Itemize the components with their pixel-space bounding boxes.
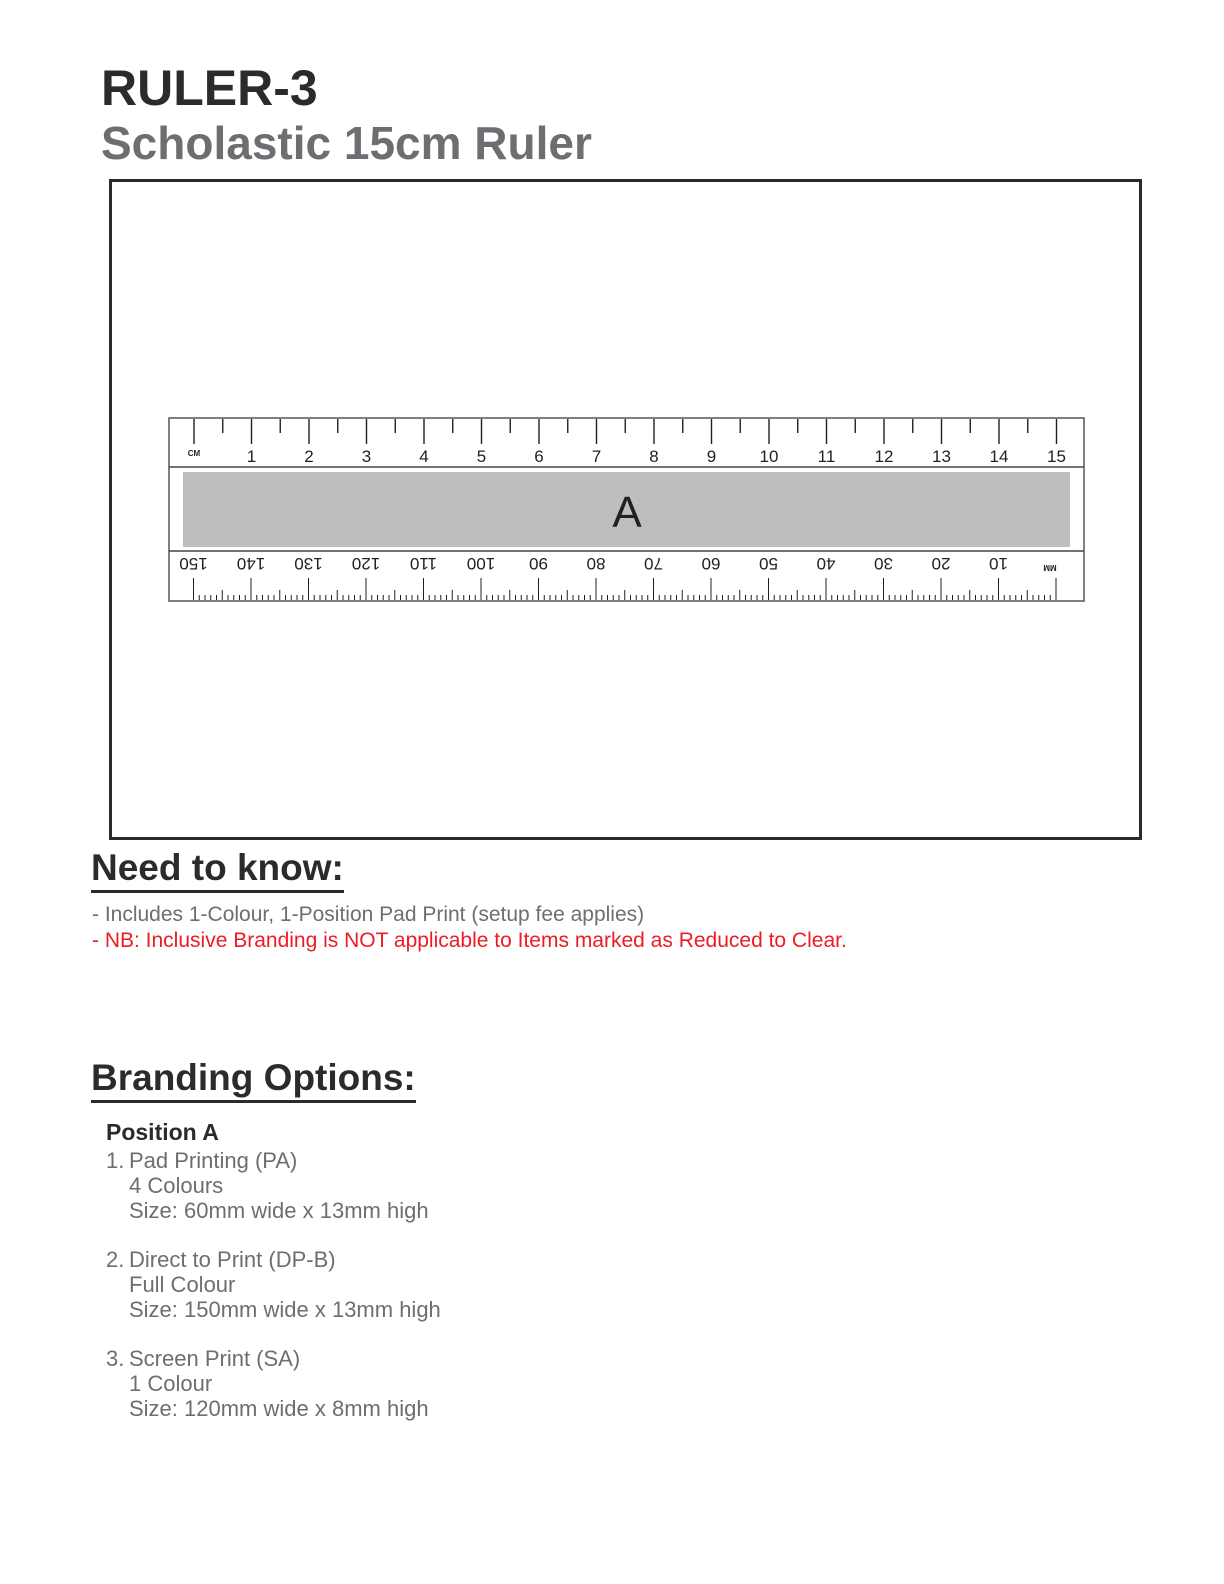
print-area-label: A <box>612 488 642 537</box>
option-method: Pad Printing (PA) <box>129 1148 298 1173</box>
mm-label: 60 <box>701 554 721 573</box>
mm-unit-label: MM <box>1043 563 1057 572</box>
cm-label: 7 <box>591 447 602 466</box>
branding-options-list <box>106 1148 706 1445</box>
product-image-frame <box>109 179 1142 840</box>
cm-label: 2 <box>304 447 314 466</box>
cm-unit-label: CM <box>187 449 201 458</box>
option-method: Direct to Print (DP-B) <box>129 1247 336 1272</box>
cm-label: 12 <box>874 447 894 466</box>
product-name: Scholastic 15cm Ruler <box>101 117 592 169</box>
position-label: Position A <box>106 1119 219 1145</box>
option-colours: 4 Colours <box>129 1173 224 1198</box>
mm-label: 10 <box>989 554 1008 573</box>
option-colours: Full Colour <box>129 1272 236 1297</box>
branding-option <box>106 1346 706 1421</box>
option-number: 2. <box>106 1247 125 1272</box>
ruler-diagram <box>112 182 1139 837</box>
cm-label: 9 <box>706 447 717 466</box>
mm-label: 40 <box>816 554 836 573</box>
need-to-know-note-inclusion: - Includes 1-Colour, 1-Position Pad Print (setup fee applies) <box>92 903 645 926</box>
cm-label: 11 <box>817 447 836 466</box>
option-method: Screen Print (SA) <box>129 1346 301 1371</box>
mm-label: 90 <box>529 554 548 573</box>
branding-options-heading: Branding Options: <box>91 1056 416 1103</box>
option-size: Size: 120mm wide x 8mm high <box>129 1396 429 1421</box>
option-colours: 1 Colour <box>129 1371 213 1396</box>
mm-label: 80 <box>586 554 606 573</box>
mm-label: 150 <box>179 554 208 573</box>
cm-label: 5 <box>476 447 487 466</box>
cm-label: 13 <box>932 447 951 466</box>
cm-label: 14 <box>989 447 1009 466</box>
cm-label: 15 <box>1047 447 1066 466</box>
mm-labels <box>179 554 1008 573</box>
option-size: Size: 150mm wide x 13mm high <box>129 1297 441 1322</box>
need-to-know-heading: Need to know: <box>91 846 344 893</box>
mm-label: 140 <box>236 554 266 573</box>
cm-labels <box>247 447 1066 466</box>
option-size: Size: 60mm wide x 13mm high <box>129 1198 429 1223</box>
product-code: RULER-3 <box>101 60 318 116</box>
cm-label: 1 <box>246 447 257 466</box>
mm-label: 70 <box>644 554 663 573</box>
option-number: 1. <box>106 1148 125 1173</box>
need-to-know-note-warning: - NB: Inclusive Branding is NOT applicable to Items marked as Reduced to Clear. <box>92 929 847 952</box>
mm-label: 20 <box>931 554 951 573</box>
mm-label: 30 <box>874 554 893 573</box>
branding-option <box>106 1148 706 1223</box>
cm-label: 6 <box>534 447 544 466</box>
mm-label: 130 <box>294 554 323 573</box>
cm-label: 4 <box>419 447 429 466</box>
cm-label: 10 <box>759 447 779 466</box>
mm-label: 110 <box>409 554 438 573</box>
cm-label: 3 <box>361 447 372 466</box>
mm-label: 50 <box>759 554 778 573</box>
branding-option <box>106 1247 706 1322</box>
option-number: 3. <box>106 1346 125 1371</box>
mm-label: 120 <box>351 554 381 573</box>
mm-label: 100 <box>466 554 496 573</box>
cm-label: 8 <box>649 447 659 466</box>
